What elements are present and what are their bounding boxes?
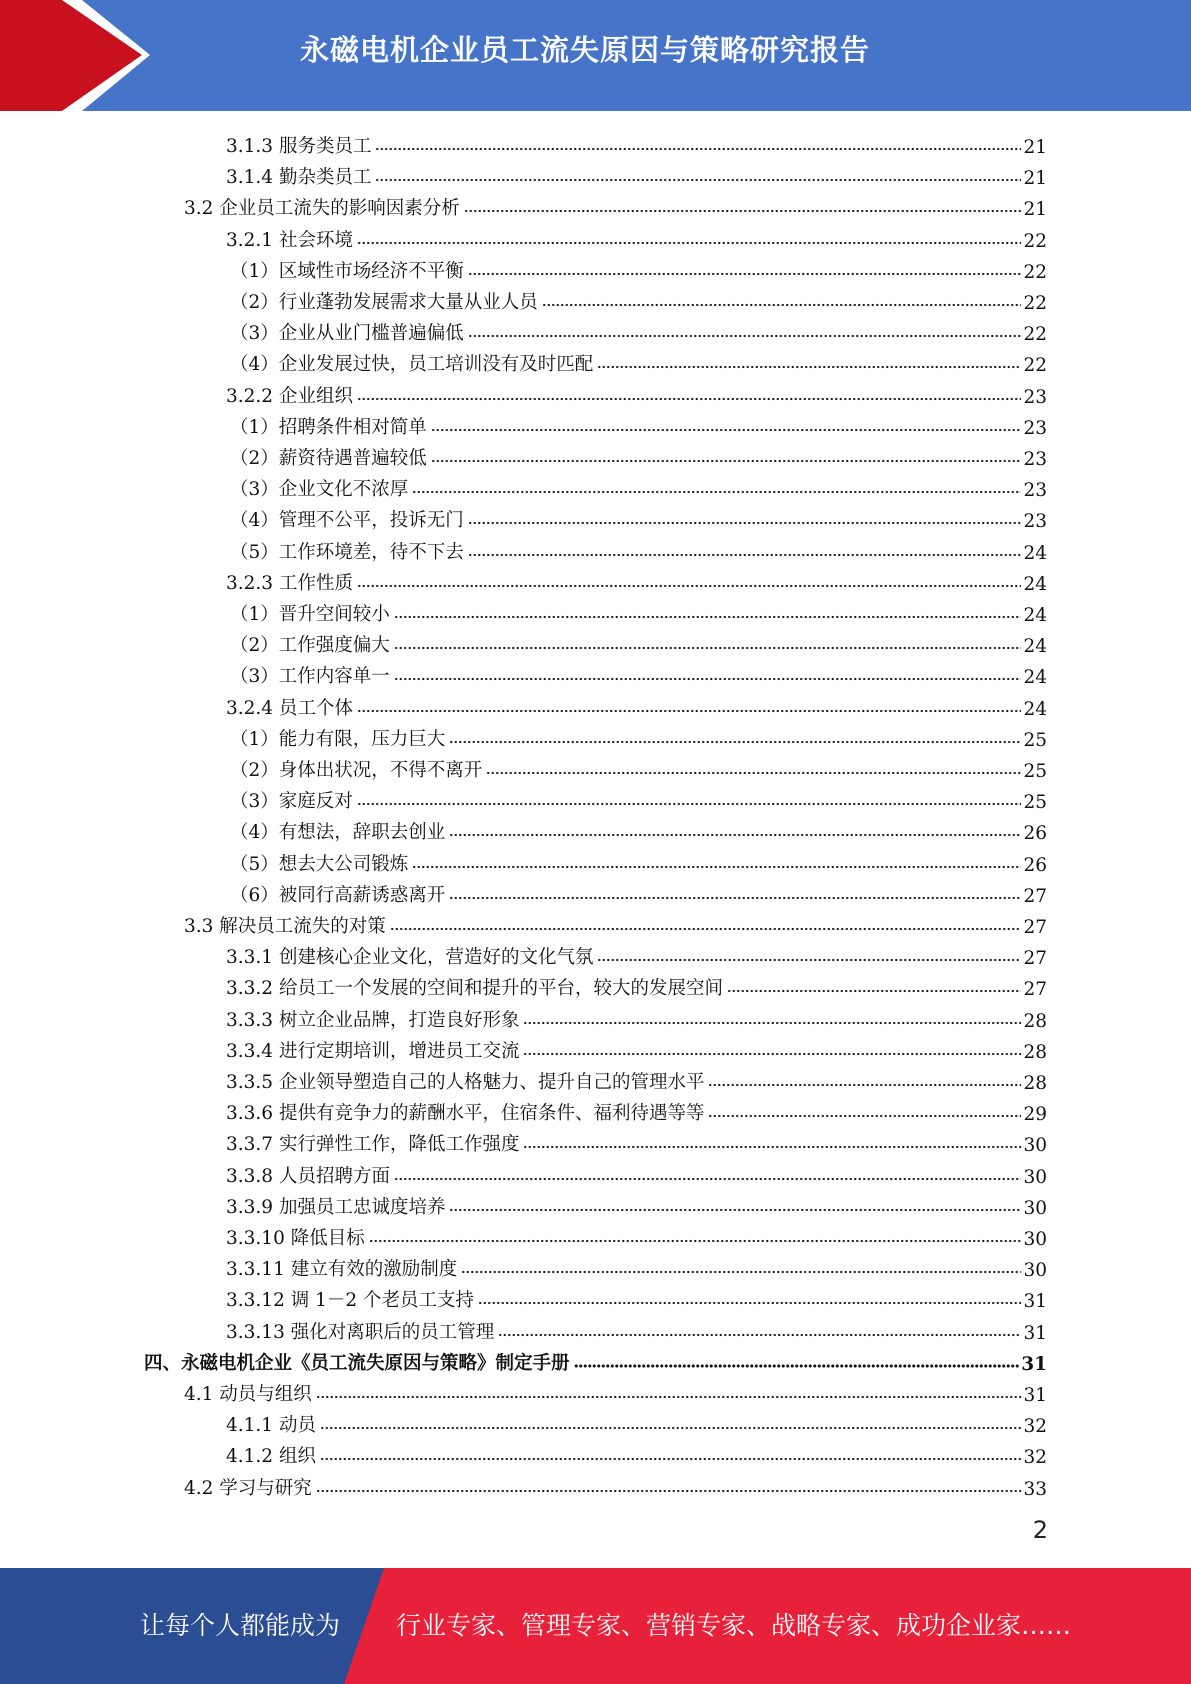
toc-entry-page: 22 [1023,324,1047,346]
toc-entry-title: 3.3.2 给员工一个发展的空间和提升的平台，较大的发展空间 [226,978,723,1000]
toc-entry-title: 4.2 学习与研究 [184,1477,312,1499]
toc-entry-title: 3.3.11 建立有效的激励制度 [226,1259,458,1281]
toc-entry-page: 25 [1023,792,1047,814]
toc-entry[interactable] [226,1281,1047,1312]
toc-entry-page: 23 [1023,511,1047,533]
toc-dot-leader [357,708,1022,714]
toc-dot-leader [449,1207,1021,1213]
toc-entry-page: 30 [1023,1135,1047,1157]
toc-entry-title: 4.1 动员与组织 [184,1384,312,1405]
toc-dot-leader [316,1394,1022,1400]
toc-entry-page: 24 [1023,667,1047,689]
toc-dot-leader [468,520,1022,526]
toc-entry[interactable] [226,1219,1047,1250]
toc-entry-page: 28 [1023,1041,1047,1063]
toc-entry[interactable] [230,345,1047,376]
toc-entry-page: 24 [1023,636,1047,658]
toc-dot-leader [431,427,1022,433]
toc-entry-title: 3.3.5 企业领导塑造自己的人格魅力、提升自己的管理水平 [226,1072,705,1093]
toc-entry[interactable] [226,1313,1047,1344]
toc-entry-page: 21 [1023,199,1047,221]
toc-entry[interactable] [230,439,1047,470]
toc-entry-page: 21 [1023,168,1047,190]
toc-entry-page: 31 [1023,1322,1047,1344]
toc-entry-page: 24 [1023,573,1047,595]
toc-dot-leader [542,302,1022,308]
toc-entry-page: 23 [1023,449,1047,470]
toc-entry-page: 23 [1023,480,1047,502]
toc-dot-leader [390,926,1022,932]
toc-dot-leader [708,1113,1021,1119]
toc-dot-leader [394,676,1022,682]
toc-entry[interactable] [230,876,1047,907]
toc-entry[interactable] [230,751,1047,782]
toc-entry[interactable] [226,1250,1047,1281]
toc-dot-leader [468,333,1022,339]
toc-entry[interactable] [230,782,1047,813]
toc-entry-page: 22 [1023,293,1047,314]
toc-dot-leader [498,1332,1021,1338]
toc-entry-title: 4.1.2 组织 [226,1446,316,1468]
toc-entry[interactable] [230,845,1047,876]
toc-entry[interactable] [230,813,1047,844]
toc-entry-page: 23 [1023,386,1047,408]
toc-entry[interactable] [226,1188,1047,1219]
toc-entry[interactable] [230,252,1047,283]
toc-dot-leader [320,1456,1022,1462]
toc-entry[interactable] [226,158,1047,189]
toc-entry-title: （1）区域性市场经济不平衡 [230,260,464,282]
footer-slogan-left: 让每个人都能成为 [140,1611,341,1640]
page-header [0,0,1191,111]
toc-entry[interactable] [226,689,1047,720]
toc-entry[interactable] [230,314,1047,345]
page-footer [0,1568,1191,1684]
toc-dot-leader [461,1269,1021,1275]
toc-entry[interactable] [184,1375,1047,1406]
toc-entry[interactable] [226,1125,1047,1156]
toc-entry[interactable] [226,938,1047,969]
toc-entry-title: （3）企业从业门槛普遍偏低 [230,323,464,345]
toc-dot-leader [375,146,1021,152]
toc-dot-leader [478,1300,1021,1306]
toc-entry[interactable] [230,283,1047,314]
page-number: 2 [1032,1516,1048,1544]
toc-entry-title: （2）工作强度偏大 [230,635,390,657]
toc-dot-leader [449,895,1021,901]
toc-dot-leader [449,832,1021,838]
toc-entry[interactable] [184,907,1047,938]
toc-entry-title: 3.3.7 实行弹性工作，降低工作强度 [226,1134,520,1156]
toc-entry-title: （5）想去大公司锻炼 [230,853,409,875]
toc-entry-page: 33 [1023,1478,1047,1500]
toc-entry-title: （1）晋升空间较小 [230,604,390,625]
toc-entry[interactable] [226,969,1047,1000]
toc-dot-leader [597,364,1021,370]
toc-entry-page: 24 [1023,542,1047,564]
toc-dot-leader [486,770,1021,776]
toc-entry-page: 29 [1023,1104,1047,1126]
toc-entry-page: 31 [1023,1291,1047,1313]
toc-entry-page: 31 [1021,1353,1047,1375]
toc-dot-leader [320,1425,1022,1431]
toc-entry[interactable] [230,657,1047,688]
toc-dot-leader [412,489,1021,495]
toc-entry-title: （6）被同行高薪诱惑离开 [230,884,446,906]
toc-entry[interactable] [226,1157,1047,1188]
toc-entry-page: 22 [1023,230,1047,252]
toc-entry-title: 3.1.4 勤杂类员工 [226,167,372,189]
toc-entry[interactable] [226,127,1047,158]
toc-dot-leader [316,1488,1022,1494]
toc-entry-title: （3）工作内容单一 [230,666,390,688]
toc-entry-title: 3.2.1 社会环境 [226,229,353,251]
toc-entry-page: 21 [1023,137,1047,158]
toc-dot-leader [357,396,1022,402]
toc-entry-title: 3.2.2 企业组织 [226,385,353,407]
toc-entry-title: 四、永磁电机企业《员工流失原因与策略》制定手册 [144,1352,570,1374]
toc-dot-leader [449,739,1021,745]
toc-entry-page: 30 [1023,1197,1047,1219]
toc-entry-title: 3.3 解决员工流失的对策 [184,916,386,937]
toc-entry-title: （1）招聘条件相对简单 [230,416,427,438]
toc-entry-page: 30 [1023,1260,1047,1282]
toc-entry-title: 3.2 企业员工流失的影响因素分析 [184,198,460,220]
toc-entry[interactable] [230,470,1047,501]
toc-entry-title: 3.3.3 树立企业品牌，打造良好形象 [226,1009,520,1031]
toc-entry-page: 27 [1023,917,1047,938]
toc-dot-leader [708,1082,1021,1088]
toc-entry-page: 22 [1023,355,1047,377]
toc-dot-leader [464,208,1022,214]
toc-entry-page: 28 [1023,1010,1047,1032]
toc-entry-page: 30 [1023,1166,1047,1188]
toc-entry-title: 3.3.10 降低目标 [226,1228,365,1249]
toc-entry[interactable] [230,501,1047,532]
toc-entry-title: （2）薪资待遇普遍较低 [230,448,427,469]
toc-entry-title: 3.3.6 提供有竞争力的薪酬水平，住宿条件、福利待遇等等 [226,1103,705,1125]
toc-entry[interactable] [230,626,1047,657]
toc-entry[interactable] [230,533,1047,564]
toc-entry[interactable] [226,1032,1047,1063]
toc-entry[interactable] [226,1063,1047,1094]
toc-entry[interactable] [184,189,1047,220]
toc-dot-leader [394,645,1022,651]
toc-entry[interactable] [230,408,1047,439]
toc-dot-leader [523,1020,1021,1026]
toc-dot-leader [727,988,1021,994]
toc-dot-leader [357,583,1022,589]
toc-entry[interactable] [226,1406,1047,1437]
toc-entry[interactable] [184,1469,1047,1500]
toc-entry-page: 32 [1023,1416,1047,1438]
toc-entry-title: 3.3.8 人员招聘方面 [226,1165,390,1187]
toc-entry-title: 3.3.1 创建核心企业文化，营造好的文化气氛 [226,947,594,969]
toc-dot-leader [523,1051,1021,1057]
toc-entry-page: 24 [1023,605,1047,626]
toc-entry[interactable] [230,720,1047,751]
toc-entry[interactable] [226,1094,1047,1125]
footer-slogan-right: 行业专家、管理专家、营销专家、战略专家、成功企业家…… [396,1611,1072,1640]
toc-entry-title: （1）能力有限，压力巨大 [230,728,446,750]
toc-dot-leader [375,177,1021,183]
toc-entry-page: 22 [1023,261,1047,283]
toc-dot-leader [431,458,1022,464]
toc-entry[interactable] [230,595,1047,626]
toc-dot-leader [357,801,1022,807]
toc-entry-title: 3.2.4 员工个体 [226,697,353,719]
toc-entry-page: 27 [1023,885,1047,907]
toc-entry-title: （2）行业蓬勃发展需求大量从业人员 [230,292,538,313]
toc-entry-title: （4）企业发展过快，员工培训没有及时匹配 [230,354,594,376]
toc-entry-page: 27 [1023,948,1047,970]
toc-dot-leader [412,864,1021,870]
toc-entry-title: （2）身体出状况，不得不离开 [230,760,483,781]
toc-entry-page: 30 [1023,1229,1047,1250]
toc-entry-page: 23 [1023,417,1047,439]
toc-entry-title: 3.3.4 进行定期培训，增进员工交流 [226,1040,520,1062]
toc-entry[interactable] [226,564,1047,595]
toc-entry[interactable] [144,1344,1047,1375]
toc-entry-title: 3.3.12 调 1－2 个老员工支持 [226,1290,475,1312]
toc-entry-page: 26 [1023,823,1047,845]
toc-dot-leader [369,1238,1022,1244]
toc-entry-title: （3）家庭反对 [230,791,353,813]
toc-entry[interactable] [226,1437,1047,1468]
report-title: 永磁电机企业员工流失原因与策略研究报告 [300,33,871,67]
toc-dot-leader [523,1144,1021,1150]
toc-dot-leader [468,552,1022,558]
toc-dot-leader [468,271,1022,277]
toc-entry[interactable] [226,377,1047,408]
toc-entry-page: 25 [1023,729,1047,751]
toc-dot-leader [394,1176,1021,1182]
toc-entry-title: （5）工作环境差，待不下去 [230,541,464,563]
toc-entry-title: 3.1.3 服务类员工 [226,136,372,157]
toc-entry-title: （3）企业文化不浓厚 [230,479,409,501]
toc-dot-leader [394,614,1022,620]
toc-entry-page: 25 [1023,761,1047,782]
toc-entry-page: 28 [1023,1073,1047,1094]
toc-entry[interactable] [226,1001,1047,1032]
toc-entry-title: 4.1.1 动员 [226,1415,316,1437]
toc-entry[interactable] [226,221,1047,252]
toc-dot-leader [357,240,1022,246]
toc-entry-title: 3.2.3 工作性质 [226,572,353,594]
toc-entry-title: 3.3.13 强化对离职后的员工管理 [226,1321,495,1343]
toc-entry-page: 26 [1023,854,1047,876]
toc-entry-page: 24 [1023,698,1047,720]
toc-entry-title: （4）管理不公平，投诉无门 [230,510,464,532]
toc-dot-leader [574,1363,1020,1369]
toc-entry-page: 31 [1023,1385,1047,1406]
toc-entry-title: （4）有想法，辞职去创业 [230,822,446,844]
toc-dot-leader [597,957,1021,963]
toc-entry-page: 27 [1023,979,1047,1001]
toc-entry-title: 3.3.9 加强员工忠诚度培养 [226,1196,446,1218]
toc-entry-page: 32 [1023,1447,1047,1469]
